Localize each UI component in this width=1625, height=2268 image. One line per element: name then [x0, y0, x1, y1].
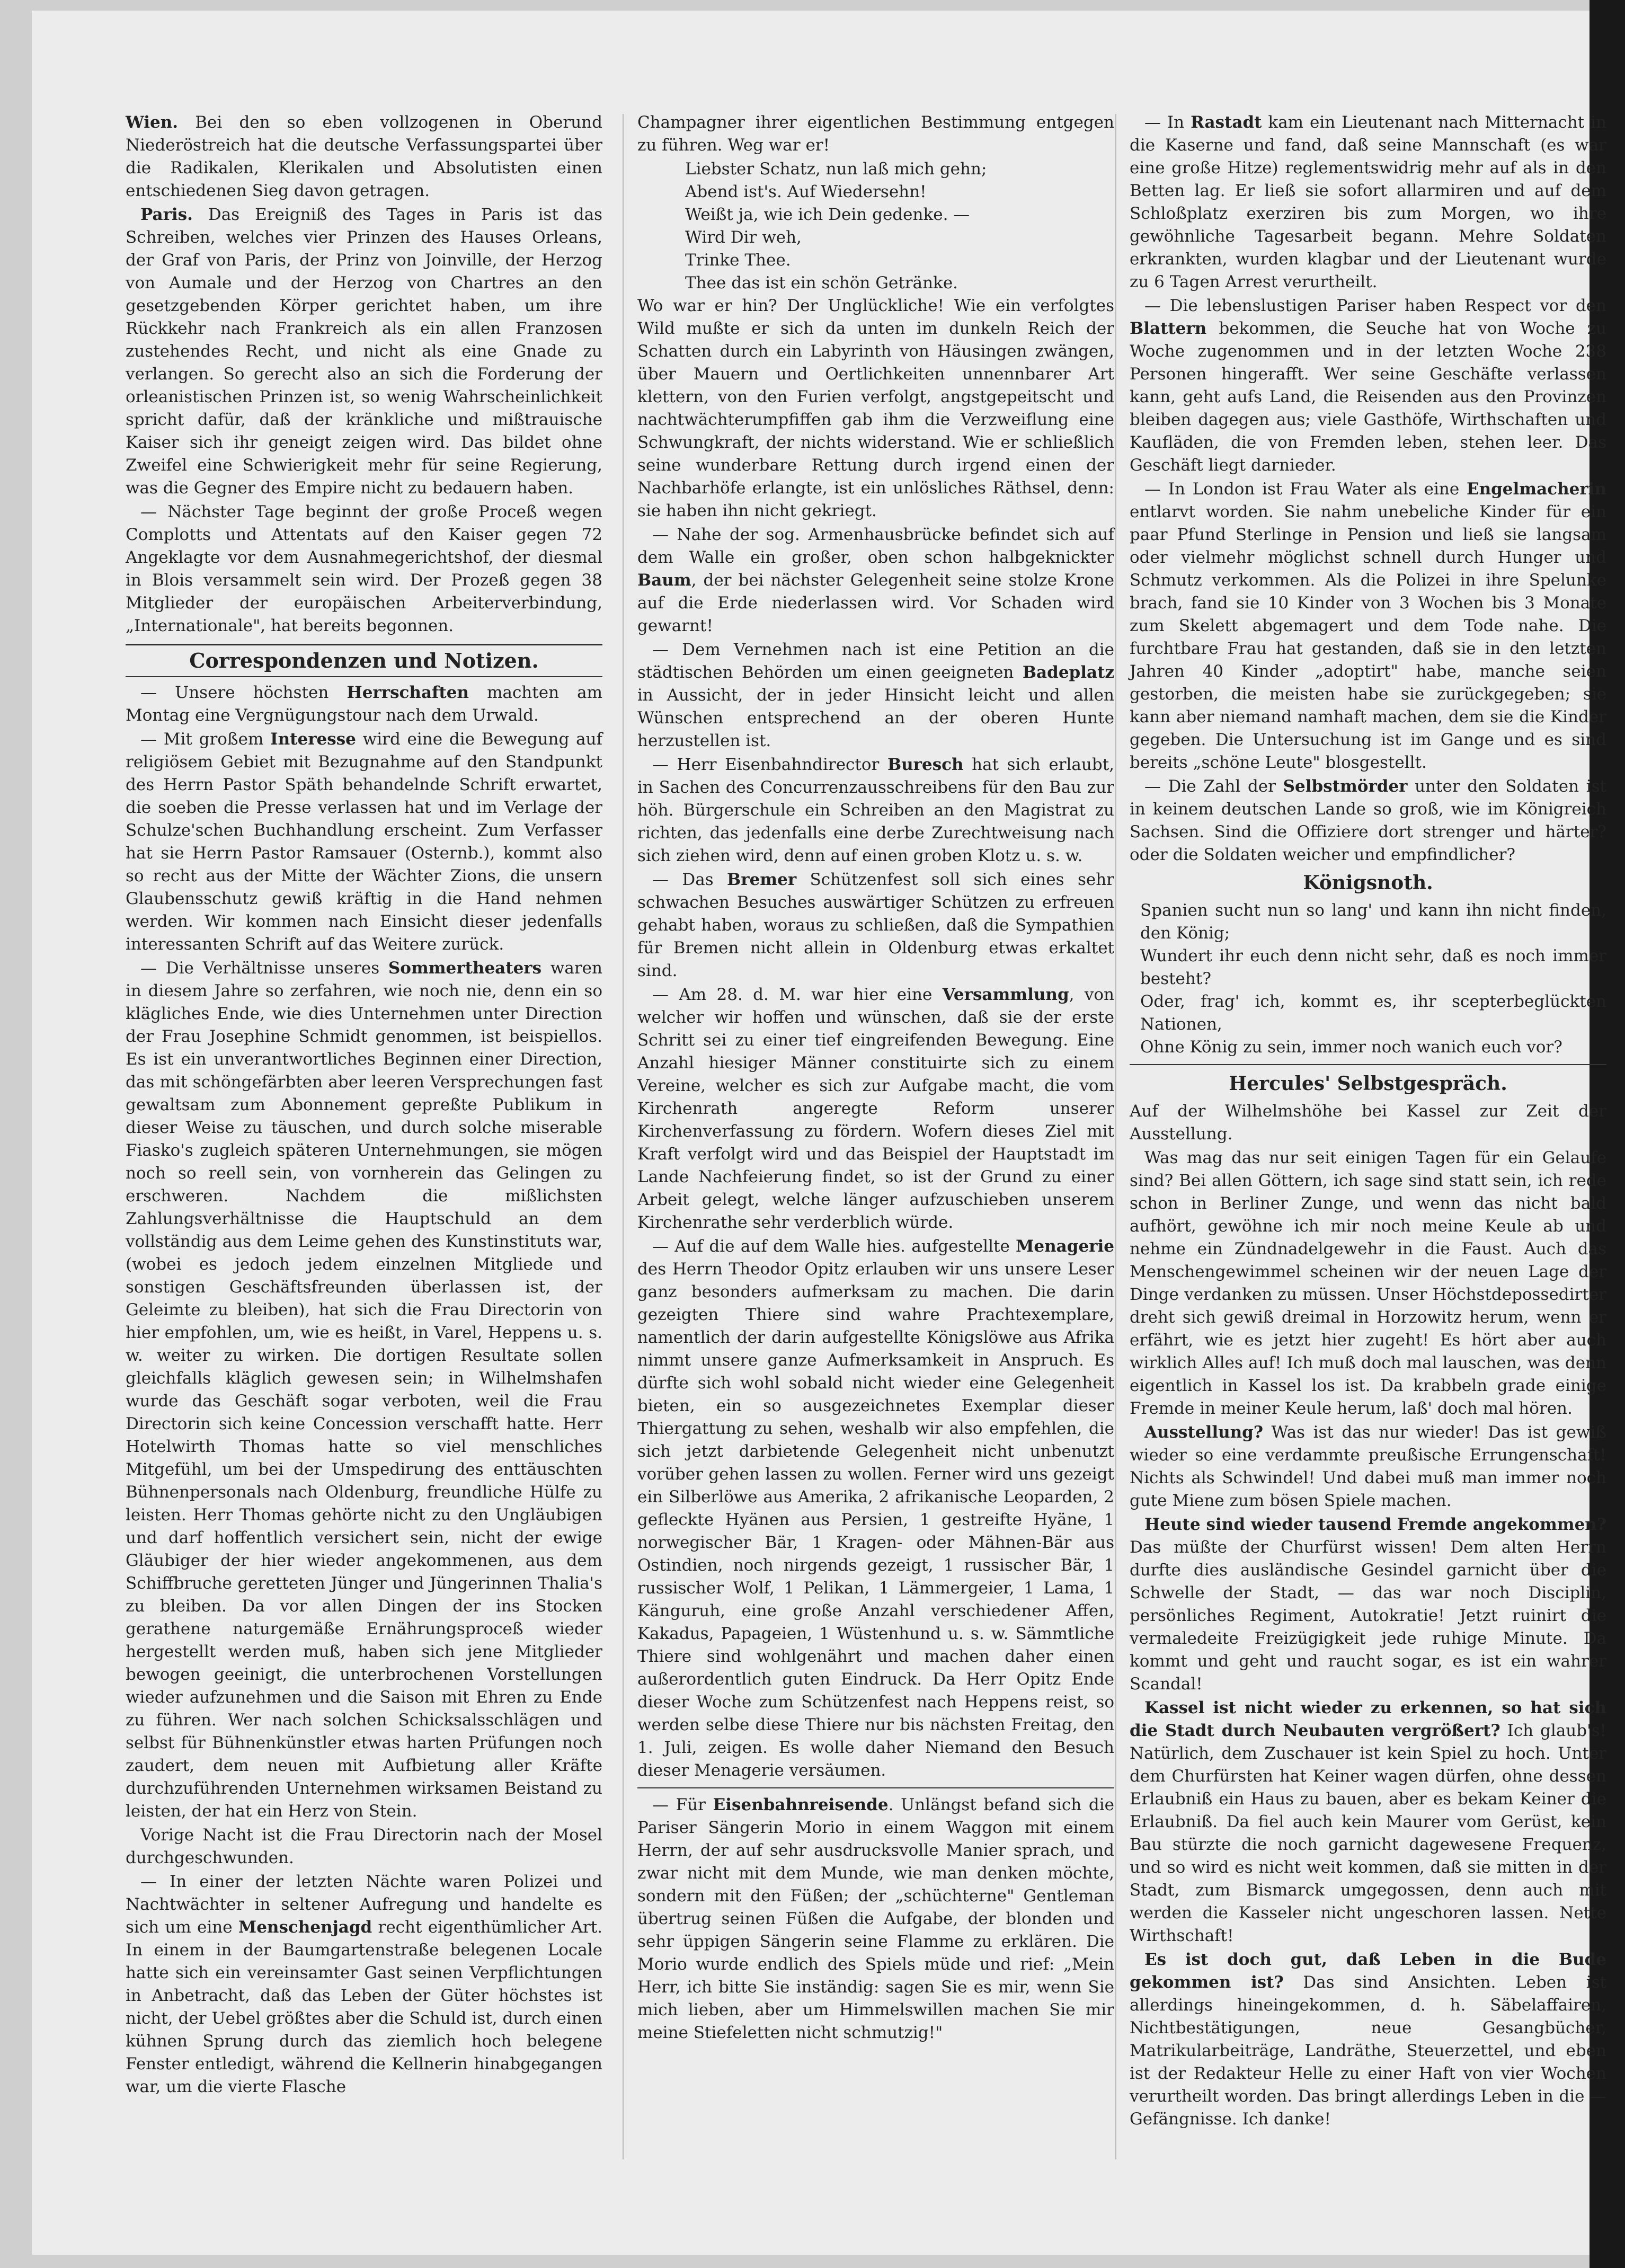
- poem: [1130, 899, 1606, 1059]
- hercules-fremde: [1130, 1513, 1606, 1696]
- text: — Mit großem: [140, 730, 264, 749]
- poem-line: Weißt ja, wie ich Dein gedenke. —: [685, 205, 970, 224]
- text: unter den Soldaten ist in keinem deutschen Lande so groß, wie im Königreich Sachsen. Sind die Offiziere dort strenger und härter? oder die Soldaten weicher und empfindlicher?: [1130, 777, 1607, 864]
- poem-line: Spanien sucht nun so lang' und kann ihn nicht finden, den König;: [1140, 901, 1606, 943]
- text: Das müßte der Churfürst wissen! Dem alten Herrn durfte dies ausländische Gesindel garnicht über die Schwelle der Stadt, — das war noch Disciplin, persönliches Regiment, Autokratie! Jetzt ruinirt die vermaledeite Freizügigkeit jede ruhige Minute. Da kommt und geht und raucht sogar, es ist ein wahrer Scandal!: [1130, 1538, 1606, 1694]
- poem-title: Königsnoth.: [1303, 872, 1433, 894]
- keyword: Herrschaften: [347, 683, 469, 702]
- text: . Unlängst befand sich die Pariser Sängerin Morio in einem Waggon mit einem Herrn, der auf sehr ausdrucksvolle Manier sprach, und zwar nicht mit dem Munde, wie man denken möchte, sondern mit den Füßen; der „schüchterne" Gentleman übertrug seinen Füßen die Aufgabe, der blonden und sehr üppigen Sängerin seine Flamme zu erklären. Die Morio wurde endlich des Spiels müde und rief: „Mein Herr, ich bitte Sie inständig: sagen Sie es mir, wenn Sie mich lieben, aber um Himmelswillen machen Sie mir meine Stiefeletten nicht schmutzig!": [637, 1795, 1114, 2042]
- column-rule: [623, 114, 624, 2159]
- keyword: Engelmacherin: [1466, 480, 1606, 499]
- text: — Die lebenslustigen Pariser haben Respect vor den: [1144, 296, 1606, 315]
- keyword: Interesse: [270, 730, 356, 749]
- poem-line: Abend ist's. Auf Wiedersehn!: [685, 182, 927, 201]
- divider: [637, 1787, 1114, 1788]
- keyword: Kassel ist nicht wieder zu erkennen, so hat sich die Stadt durch Neubauten vergrößert?: [1130, 1698, 1606, 1740]
- text: hat sich erlaubt, in Sachen des Concurrenzausschreibens für den Bau zur höh. Bürgerschule ein Schreiben an den Magistrat zu richten, das jedenfalls eine derbe Zurechtweisung nach sich ziehen wird, denn auf einen groben Klotz u. s. w.: [637, 755, 1115, 865]
- notice-badeplatz: [637, 639, 1114, 752]
- keyword: Bremer: [727, 870, 797, 889]
- keyword: Badeplatz: [1022, 663, 1115, 682]
- text: entlarvt worden. Sie nahm unebeliche Kinder für ein paar Pfund Sterlinge in Pension und ließ sie langsam oder vielmehr möglichst schnell durch Hunger und Schmutz verkommen. Als die Polizei in ihre Spelunke brach, fand sie 10 Kinder von 3 Wochen bis 3 Monate zum Skelett abgemagert und dem Tode nahe. Die furchtbare Frau hat gestanden, daß sie in den letzten Jahren 40 Kinder „adoptirt" habe, manche seien gestorben, die meisten habe sie zurückgegeben; sie kann aber niemand namhaft machen, dem sie die Kinder gegeben. Die Untersuchung ist im Gange und es sind bereits „schöne Leute" blosgestellt.: [1130, 502, 1606, 772]
- keyword: Menschenjagd: [238, 1918, 372, 1937]
- notice-menagerie: [637, 1235, 1114, 1782]
- keyword: Baum: [637, 571, 691, 590]
- text: bekommen, die Seuche hat von Woche zu Woche zugenommen und in der letzten Woche 238 Personen hingerafft. Wer seine Geschäfte verlassen kann, geht aufs Land, die Reisenden aus den Provinzen bleiben dagegen aus; viele Gasthöfe, Wirthschaften und Kaufläden, die von Fremden leben, stehen leer. Das Geschäft liegt darnieder.: [1130, 319, 1606, 475]
- notice-engelmacherin: [1130, 478, 1606, 774]
- continued-text: Champagner ihrer eigentlichen Bestimmung entgegen zu führen. Weg war er!: [637, 113, 1114, 155]
- keyword: Ausstellung?: [1144, 1423, 1264, 1442]
- article-paris: [126, 203, 602, 500]
- notice-bremer: [637, 869, 1114, 982]
- text: — In einer der letzten Nächte waren Polizei und Nachtwächter in seltener Aufregung und handelte es sich um eine: [126, 1872, 602, 1937]
- keyword: Sommertheaters: [388, 959, 542, 978]
- text: des Herrn Theodor Opitz erlauben wir uns unsere Leser ganz besonders aufmerksam zu machen. Die darin gezeigten Thiere sind wahre Prachtexemplare, namentlich der darin aufgestellte Königslöwe aus Afrika nimmt unsere ganze Aufmerksamkeit in Anspruch. Es dürfte sich wohl sobald nicht wieder eine Gelegenheit bieten, ein so ausgezeichnetes Exemplar dieser Thiergattung zu sehen, weshalb wir also empfehlen, die sich jetzt darbietende Gelegenheit nicht unbenutzt vorüber gehen lassen zu wollen. Ferner wird uns gezeigt ein Silberlöwe aus Amerika, 2 afrikanische Leoparden, 2 gefleckte Hyänen aus Persien, 1 gestreifte Hyäne, 1 norwegischer Bär, 1 Kragen- oder Mähnen-Bär aus Ostindien, noch nirgends gezeigt, 1 russischer Bär, 1 russischer Wolf, 1 Pelikan, 1 Lämmergeier, 1 Lama, 1 Känguruh, eine große Anzahl verschiedener Affen, Kakadus, Papageien, 1 Wüstenhund u. s. w. Sämmtliche Thiere sind wohlgenährt und machen daher einen außerordentlich guten Eindruck. Da Herr Opitz Ende dieser Woche zum Schützenfest nach Heppens reist, so werden selbe diese Thiere nur bis nächsten Freitag, den 1. Juli, zeigen. Es wolle daher Niemand den Besuch dieser Menagerie versäumen.: [637, 1260, 1114, 1780]
- poem: [637, 158, 1114, 295]
- notice-blattern: [1130, 295, 1606, 477]
- notice-baum: [637, 524, 1114, 637]
- keyword: Versammlung: [942, 985, 1069, 1004]
- text: — Am 28. d. M. war hier eine: [652, 985, 933, 1004]
- column-rule: [1115, 114, 1116, 2159]
- article-wien: [126, 111, 602, 202]
- keyword: Es ist doch gut, daß Leben in die Bude gekommen ist?: [1130, 1950, 1606, 1992]
- text: — Herr Eisenbahndirector: [652, 755, 880, 774]
- article-subtitle: Auf der Wilhelmshöhe bei Kassel zur Zeit der Ausstellung.: [1130, 1102, 1606, 1144]
- text: — Das: [652, 870, 714, 889]
- column-3: [1130, 111, 1606, 2132]
- column-2: [637, 111, 1114, 2045]
- notice-versammlung: [637, 984, 1114, 1234]
- text: wird eine die Bewegung auf religiösem Gebiet mit Bezugnahme auf den Standpunkt des Herrn Pastor Späth behandelnde Schrift erwartet, die soeben die Presse verlassen hat und im Verlage der Schulze'schen Buchhandlung erscheint. Zum Verfasser hat sie Herrn Pastor Ramsauer (Osternb.), kommt also so recht aus der Mitte der Wächter Zions, die unsern Glaubensschutz gewiß kräftig in die Hand nehmen werden. Wir kommen nach Einsicht dieser jedenfalls interessanten Schrift auf das Weitere zurück.: [126, 730, 602, 954]
- notice-selbstmoerder: [1130, 775, 1606, 866]
- poem-line: Wird Dir weh,: [685, 228, 802, 247]
- text: Das sind Ansichten. Leben ist allerdings hineingekommen, d. h. Säbelaffairen, Nichtbestätigungen, neue Gesangbücher, Matrikularbeiträge, Landräthe, Steuerzettel, und eben ist der Redakteur Helle zu einer Haft von vier Wochen verurtheilt worden. Das bringt allerdings Leben in die — Gefängnisse. Ich danke!: [1130, 1973, 1606, 2129]
- poem-line: Wundert ihr euch denn nicht sehr, daß es noch immer besteht?: [1140, 946, 1606, 988]
- continued-text: Wo war er hin? Der Unglückliche! Wie ein verfolgtes Wild mußte er sich da unten im dunkeln Reich der Schatten durch ein Labyrinth von Häusingen zwängen, über Mauern und Oertlichkeiten unnennbarer Art klettern, von den Furien verfolgt, angstgepeitscht und nachtwächterumpfiffen gab ihm die Verzweiflung eine Schwungkraft, der nichts widerstand. Wie er schließlich seine wunderbare Rettung durch irgend einen der Nachbarhöfe erlangte, ist ein unlösliches Räthsel, denn: sie haben ihn nicht gekriegt.: [637, 296, 1114, 520]
- text: recht eigenthümlicher Art. In einem in der Baumgartenstraße belegenen Locale hatte sich ein vereinsamter Gast seinen Verpflichtungen in Anbetracht, daß das Leben der Güter höchstes ist nicht, der Uebel größtes aber die Schuld ist, durch einen kühnen Sprung durch das ziemlich hoch belegene Fenster entledigt, während die Kellnerin hinabgegangen war, um die vierte Flasche: [126, 1918, 603, 2096]
- text: — Auf die auf dem Walle hies. aufgestellte: [652, 1237, 1010, 1256]
- keyword: Heute sind wieder tausend Fremde angekommen?: [1144, 1515, 1606, 1534]
- divider: [1130, 1064, 1606, 1065]
- column-1: [126, 111, 602, 2099]
- text: in Aussicht, der in jeder Hinsicht leicht und allen Wünschen entsprechend an der oberen Hunte herzustellen ist.: [637, 686, 1114, 750]
- poem-line: Trinke Thee.: [685, 251, 791, 270]
- poem-line: Thee das ist ein schön Getränke.: [685, 273, 958, 293]
- hercules-text: Was mag das nur seit einigen Tagen für ein Gelaufe sind? Bei allen Göttern, ich sage sind statt sein, ich rede schon in Berliner Zunge, und wenn das nicht bald aufhört, gewöhne ich mir noch meine Keule ab und nehme ein Zündnadelgewehr in die Faust. Auch das Menschengewimmel scheinen wir der neuen Lage der Dinge verdanken zu müssen. Unser Höchstdepossedirter dreht sich gewiß dreimal in Horzowitz herum, wenn er erfährt, wie es jetzt hier zugeht! Es hört aber auch wirklich Alles auf! Ich muß doch mal lauschen, was denn eigentlich in Kassel los ist. Da krabbeln grade einige Fremde in meiner Keule herum, laß' doch mal hören.: [1130, 1148, 1606, 1418]
- text: — Für: [652, 1795, 706, 1814]
- text: — Die Verhältnisse unseres: [140, 959, 380, 978]
- article-title: Hercules' Selbstgespräch.: [1229, 1073, 1507, 1095]
- keyword: Menagerie: [1016, 1237, 1115, 1256]
- text: Was ist das nur wieder! Das ist gewiß wieder so eine verdammte preußische Errungenschaft! Nichts als Schwindel! Und dabei muß man immer noch gute Miene zum bösen Spiele machen.: [1130, 1423, 1607, 1510]
- text: Ich glaub's! Natürlich, dem Zuschauer ist kein Spiel zu hoch. Unter dem Churfürsten hat Keiner wagen dürfen, ohne dessen Erlaubniß ein Haus zu bauen, aber es bekam Keiner die Erlaubniß. Da fiel auch kein Maurer vom Gerüst, kein Bau stürzte die noch garnicht dagewesene Frequenz, und so wird es nicht weit kommen, daß sie mitten in der Stadt, zum Bismarck umgegossen, denn auch mit werden die Kasseler nicht ungeschoren lassen. Nette Wirthschaft!: [1130, 1721, 1607, 1945]
- poem-line: Ohne König zu sein, immer noch wanich euch vor?: [1140, 1038, 1562, 1057]
- text: — In London ist Frau Water als eine: [1144, 480, 1460, 499]
- keyword: Buresch: [887, 755, 964, 774]
- notice-herrschaften: [126, 681, 602, 727]
- dateline-wien: Wien.: [126, 113, 179, 132]
- article-text: Das Ereigniß des Tages in Paris ist das Schreiben, welches vier Prinzen des Hauses Orleans, der Graf von Paris, der Prinz von Joinville, der Herzog von Aumale und der Herzog von Chartres an den gesetzgebenden Körper gerichtet haben, um ihre Rückkehr nach Frankreich als ein allen Franzosen zustehendes Recht, und nicht als eine Gnade zu verlangen. So gerecht also an sich die Forderung der orleanistischen Prinzen ist, so wenig Wahrscheinlichkeit spricht dafür, daß der kränkliche und mißtrauische Kaiser sich ihr geneigt zeigen wird. Das bildet ohne Zweifel eine Schwierigkeit mehr für seine Regierung, was die Gegner des Empire nicht zu bedauern haben.: [126, 205, 602, 498]
- text: machten am Montag eine Vergnügungstour nach dem Urwald.: [126, 683, 602, 725]
- text: kam ein Lieutenant nach Mitternacht in die Kaserne und fand, daß seine Mannschaft (es war eine große Hitze) reglementswidrig mehr auf als in den Betten lag. Er ließ sie sofort allarmiren und auf dem Schloßplatz exerziren bis zum Morgen, wo ihre gewöhnliche Tagesarbeit begann. Mehre Soldaten erkrankten, wurden klagbar und der Lieutenant wurde zu 6 Tagen Arrest verurtheilt.: [1130, 113, 1606, 291]
- notice-eisenbahnreisende: [637, 1794, 1114, 2044]
- text: , von welcher wir hoffen und wünschen, daß sie der erste Schritt sei zu einer tief eingreifenden Bewegung. Eine Anzahl hiesiger Männer constituirte sich zu einem Vereine, welcher es sich zur Aufgabe macht, die vom Kirchenrath angeregte Reform unserer Kirchenverfassung zu fördern. Wofern dieses Ziel mit Kraft verfolgt wird und das Beispiel der Hauptstadt im Lande Nachfeierung findet, so ist der Grund zu einer Arbeit gelegt, welche länger aufzuschieben unserem Kirchenrathe sehr verderblich würde.: [637, 985, 1114, 1232]
- hercules-leben: [1130, 1948, 1606, 2131]
- dateline-paris: Paris.: [140, 205, 193, 224]
- hercules-ausstellung: [1130, 1421, 1606, 1512]
- poem-line: Oder, frag' ich, kommt es, ihr scepterbeglückten Nationen,: [1140, 992, 1606, 1034]
- poem-line: Liebster Schatz, nun laß mich gehn;: [685, 160, 987, 179]
- notice-buresch: [637, 754, 1114, 867]
- text: — Die Zahl der: [1144, 777, 1276, 796]
- text: — Unsere höchsten: [140, 683, 329, 702]
- keyword: Eisenbahnreisende: [713, 1795, 889, 1814]
- hercules-kassel: [1130, 1697, 1606, 1947]
- keyword: Selbstmörder: [1283, 777, 1408, 796]
- keyword: Rastadt: [1191, 113, 1262, 132]
- text: — In: [1144, 113, 1185, 132]
- notice-menschenjagd: [126, 1871, 602, 2098]
- section-heading: Correspondenzen und Notizen.: [126, 644, 602, 677]
- notice-vorige-nacht: Vorige Nacht ist die Frau Directorin nach der Mosel durchgeschwunden.: [126, 1826, 602, 1867]
- keyword: Blattern: [1130, 319, 1207, 338]
- article-text: Bei den so eben vollzogenen in Oberund Niederöstreich hat die deutsche Verfassungspartei über die Radikalen, Klerikalen und Absolutisten einen entschiedenen Sieg davon getragen.: [126, 113, 602, 200]
- article-prozess: — Nächster Tage beginnt der große Proceß wegen Complotts und Attentats auf den Kaiser gegen 72 Angeklagte vor dem Ausnahmegerichtshof, der diesmal in Blois versammelt sein wird. Der Prozeß gegen 38 Mitglieder der europäischen Arbeiterverbindung, „Internationale", hat bereits begonnen.: [126, 502, 602, 635]
- text: — Dem Vernehmen nach ist eine Petition an die städtischen Behörden um einen geeigneten: [637, 640, 1114, 682]
- notice-sommertheater: [126, 957, 602, 1823]
- text: , der bei nächster Gelegenheit seine stolze Krone auf die Erde niederlassen wird. Vor Schaden wird gewarnt!: [637, 571, 1114, 635]
- text: waren in diesem Jahre so zerfahren, wie noch nie, denn ein so klägliches Ende, wie dies Unternehmen unter Direction der Frau Josephine Schmidt genommen, ist beispiellos. Es ist ein unverantwortliches Beginnen einer Direction, das mit schöngefärbten aber leeren Versprechungen fast gewaltsam zum Abonnement gepreßte Publikum in dieser Weise zu täuschen, und durch solche miserable Fiasko's zugleich späteren Unternehmungen, sie mögen noch so reell sein, von vornherein das Gelingen zu erschweren. Nachdem die mißlichsten Zahlungsverhältnisse die Hauptschuld an dem vollständig aus dem Leime gehen des Kunstinstituts war, (wobei es jedoch jedem einzelnen Mitgliede und sonstigen Geschäftsfreunden überlassen ist, der Geleimte zu bleiben), hat sich die Frau Directorin von hier empfohlen, um, wie es heißt, in Varel, Heppens u. s. w. weiter zu wirken. Die dortigen Resultate sollen gleichfalls kläglich gewesen sein; in Wilhelmshafen wurde das Geschäft sogar verboten, weil die Frau Directorin sich keine Concession verschafft hatte. Herr Hotelwirth Thomas hatte so viel menschliches Mitgefühl, um bei der Umspedirung des enttäuschten Bühnenpersonals nach Oldenburg, freundliche Hülfe zu leisten. Herr Thomas gehörte nicht zu den Ungläubigen und darf hoffentlich versichert sein, nicht der ewige Gläubiger der hier wieder angekommenen, aus dem Schiffbruche geretteten Jünger und Jüngerinnen Thalia's zu bleiben. Da vor allen Dingen der ins Stocken gerathene naturgemäße Ernährungsproceß wieder hergestellt werden muß, haben sich jene Mitglieder bewogen geeinigt, die unterbrochenen Vorstellungen wieder aufzunehmen und die Saison mit Ehren zu Ende zu führen. Wer nach solchen Schicksalsschlägen und selbst für Bühnenkünstler etwas harten Prüfungen noch zaudert, dem neuen mit Aufbietung aller Kräfte durchzuführenden Unternehmen wirksamen Beistand zu leisten, der hat ein Herz von Stein.: [126, 959, 602, 1821]
- text: Schützenfest soll sich eines sehr schwachen Besuches auswärtiger Schützen zu erfreuen gehabt haben, woraus zu schließen, daß die Sympathien für Bremen nicht allein in Oldenburg etwas erkaltet sind.: [637, 870, 1114, 980]
- text: — Nahe der sog. Armenhausbrücke befindet sich auf dem Walle ein großer, oben schon halbgeknickter: [637, 525, 1114, 567]
- notice-interesse: [126, 728, 602, 956]
- notice-rastadt: [1130, 111, 1606, 294]
